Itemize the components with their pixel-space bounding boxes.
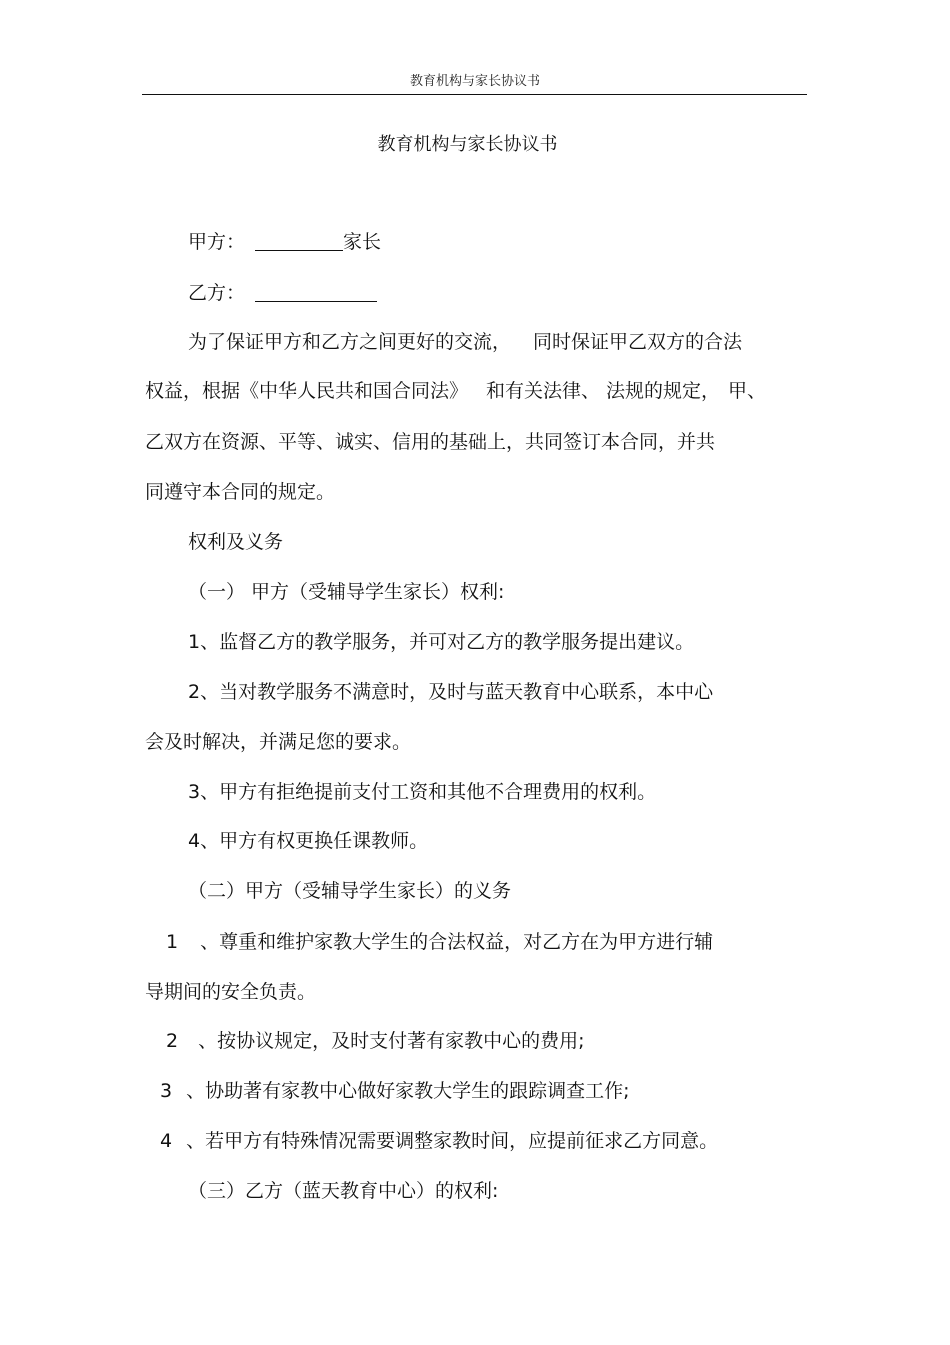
- item-text: 、若甲方有特殊情况需要调整家教时间，应提前征求乙方同意。: [186, 1130, 719, 1152]
- s1-heading: （一） 甲方（受辅导学生家长）权利:: [188, 581, 505, 603]
- item-number: 4: [160, 1130, 173, 1152]
- party-a-blank: [255, 232, 343, 251]
- running-header: 教育机构与家长协议书: [409, 74, 540, 89]
- s1-item: 3、甲方有拒绝提前支付工资和其他不合理费用的权利。: [188, 781, 657, 803]
- item-text: 、尊重和维护家教大学生的合法权益，对乙方在为甲方进行辅: [200, 931, 714, 953]
- s2-item: [166, 1029, 585, 1053]
- intro-text: 为了保证甲方和乙方之间更好的交流，: [188, 331, 512, 353]
- party-b-blank: [255, 283, 377, 302]
- item-number: 1: [166, 931, 179, 953]
- section-heading: 权利及义务: [188, 531, 284, 553]
- intro-text: 同时保证甲乙双方的合法: [533, 331, 743, 353]
- s2-item: [160, 1079, 630, 1103]
- s1-item-continued: 会及时解决，并满足您的要求。: [145, 731, 412, 753]
- party-a-label: 甲方：: [188, 231, 246, 253]
- s2-item: [160, 1129, 718, 1153]
- item-number: 3: [160, 1080, 173, 1102]
- s1-item: 2、当对教学服务不满意时，及时与蓝天教育中心联系，本中心: [188, 681, 714, 703]
- intro-text: 甲、: [728, 380, 767, 402]
- intro-line-1: [188, 330, 742, 354]
- item-text: 、按协议规定，及时支付著有家教中心的费用;: [198, 1030, 585, 1052]
- intro-line-3: 乙双方在资源、平等、诚实、信用的基础上，共同签订本合同，并共: [145, 431, 716, 453]
- intro-line-4: 同遵守本合同的规定。: [145, 481, 336, 503]
- party-b-line: [188, 281, 377, 305]
- document-title: 教育机构与家长协议书: [377, 134, 558, 155]
- intro-text: 权益，根据《中华人民共和国合同法》: [145, 380, 469, 402]
- party-b-label: 乙方：: [188, 282, 246, 304]
- intro-text: 法规的规定，: [606, 380, 721, 402]
- party-a-line: [188, 230, 381, 254]
- item-number: 2: [166, 1030, 179, 1052]
- s3-heading: （三）乙方（蓝天教育中心）的权利:: [188, 1180, 499, 1202]
- s2-heading: （二）甲方（受辅导学生家长）的义务: [188, 880, 512, 902]
- header-divider: [142, 94, 807, 95]
- s1-item: 1、监督乙方的教学服务，并可对乙方的教学服务提出建议。: [188, 631, 695, 653]
- s1-item: 4、甲方有权更换任课教师。: [188, 830, 429, 852]
- intro-line-2: [145, 379, 766, 403]
- s2-item-continued: 导期间的安全负责。: [145, 981, 317, 1003]
- item-text: 、协助著有家教中心做好家教大学生的跟踪调查工作;: [186, 1080, 630, 1102]
- party-a-suffix: 家长: [343, 231, 382, 253]
- intro-text: 和有关法律、: [486, 380, 601, 402]
- s2-item: [166, 930, 713, 954]
